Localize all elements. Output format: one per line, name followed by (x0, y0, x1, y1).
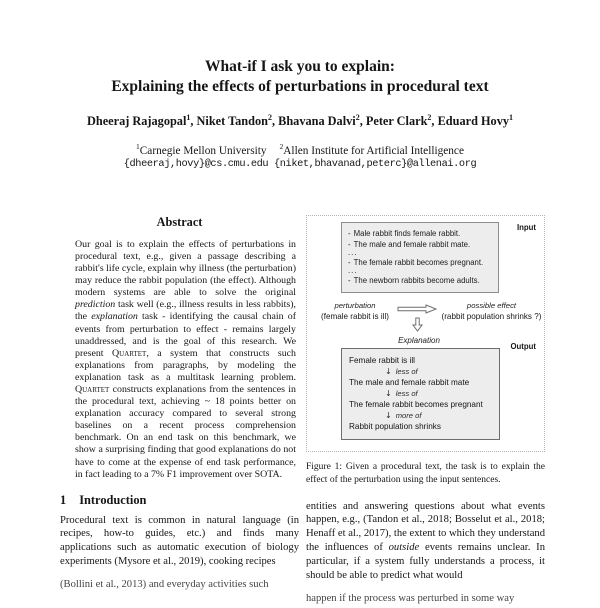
input-sentence (348, 228, 492, 239)
sentence-text: ... (348, 266, 358, 276)
figure-caption: Figure 1: Given a procedural text, the task is to explain the effect of the perturbation using the input sentences. (306, 461, 545, 485)
text-segment: Quartet (112, 347, 147, 359)
authors-line: Dheeraj Rajagopal$^1$, Niket Tandon$^2$, Bhavana Dalvi$^2$, Peter Clark$^2$, Eduard Hovy$^1$ (86, 113, 513, 129)
right-column-paragraph (306, 500, 545, 583)
text-segment: prediction (75, 299, 116, 311)
text-segment: Quartet (75, 383, 110, 395)
sentence-text: The male and female rabbit mate. (353, 240, 471, 250)
input-sentence (348, 239, 492, 250)
author-name: Peter Clark$^2$ (365, 113, 432, 129)
text-segment: entities and answering questions about what events happen, e.g., (Tandon et al., 2018; Bosselut et al., 2018; Henaff et al., 2017), the extent to which they understand the influences of (306, 500, 545, 553)
right-arrow-icon (397, 304, 437, 314)
bullet-dash: - (348, 240, 351, 250)
figure-input-box (341, 222, 499, 293)
down-arrow-icon: ↓ (385, 366, 392, 376)
section-heading-introduction (60, 493, 299, 508)
down-arrow-icon (412, 317, 423, 332)
section-title: Introduction (79, 492, 147, 507)
text-segment: outside (388, 541, 420, 553)
explanation-chain-node: The male and female rabbit mate (349, 378, 470, 388)
abstract-text (75, 239, 296, 481)
edge-label: less of (395, 388, 418, 398)
author-name: Bhavana Dalvi$^2$ (278, 113, 360, 129)
possible-effect-block (439, 301, 544, 332)
title-line-1: What-if I ask you to explain: (205, 58, 395, 75)
explanation-chain-node: The female rabbit becomes pregnant (349, 400, 483, 410)
affiliations-line (0, 142, 600, 157)
author-affiliation-sup: 2 (355, 113, 360, 122)
edge-label: less of (395, 366, 418, 376)
down-arrow-icon: ↓ (385, 410, 392, 420)
perturbation-effect-row (315, 301, 544, 332)
input-sentence (348, 275, 492, 286)
text-segment: Procedural text is common in natural language (in recipes, how-to guides, etc.) and finds many applications such as automatic execution of biology experiments (Mysore et al., 2019), cooking recipes (60, 514, 299, 567)
sentence-text: ... (348, 248, 358, 258)
author-affiliation-sup: 1 (186, 113, 191, 122)
text-segment: task well (e.g., illness results in less rabbits), the (75, 299, 296, 323)
text-segment: events remains unclear. In particular, if a system fully understands a process, it should be able to predict what would (306, 541, 545, 581)
output-label: Output (510, 341, 536, 351)
sentence-text: The female rabbit becomes pregnant. (353, 257, 484, 267)
clipped-line-left: (Bollini et al., 2013) and everyday activities such (60, 578, 269, 590)
explanation-chain-node: Rabbit population shrinks (349, 422, 441, 432)
text-segment: constructs explanations from the sentences in the procedural text, achieving ~ 18 points better on explanation accuracy compared to several strong baselines on a recent process comprehension benchmark. On an end task on this benchmark, we show a surprising finding that good explanations do not have to come at the expense of end task performance, in fact leading to a 7% F1 improvement over SOTA. (75, 383, 296, 480)
right-column (306, 215, 545, 608)
emails-line: {dheeraj,hovy}@cs.cmu.edu {niket,bhavanad,peterc}@allenai.org (123, 157, 477, 170)
explanation-chain-node: Female rabbit is ill (349, 356, 415, 366)
perturbation-block (315, 301, 395, 332)
author-name: Dheeraj Rajagopal$^1$ (86, 113, 191, 129)
input-sentence (348, 257, 492, 268)
left-column (60, 215, 299, 608)
affiliation-sup: 2 (279, 142, 284, 152)
possible-effect-value: (rabbit population shrinks ?) (441, 312, 542, 322)
figure-1 (306, 215, 545, 487)
down-arrow-icon: ↓ (385, 388, 392, 398)
text-segment: , a system that constructs such explanations from paragraphs, by modeling the explanation task as a multitask learning problem. (75, 347, 296, 383)
input-label: Input (516, 222, 536, 232)
two-column-body (0, 215, 600, 608)
edge-label: more of (395, 410, 422, 420)
explanation-chain-edge (385, 389, 492, 400)
bullet-dash: - (348, 275, 351, 285)
author-name: Eduard Hovy$^1$ (437, 113, 513, 129)
author-affiliation-sup: 1 (509, 113, 513, 122)
bullet-dash: - (348, 228, 351, 238)
clipped-line-right: happen if the process was perturbed in some way (306, 592, 515, 604)
possible-effect-label: possible effect (466, 301, 517, 311)
author-name: Niket Tandon$^2$ (196, 113, 272, 129)
affiliation: $^1$Carnegie Mellon University (136, 142, 267, 157)
sentence-text: Male rabbit finds female rabbit. (353, 228, 461, 238)
author-affiliation-sup: 2 (427, 113, 432, 122)
text-segment: task - identifying the causal chain of events from perturbation to effect - remains largely unaddressed, and is the goal of this research. We present (75, 311, 296, 359)
affiliation: $^2$Allen Institute for Artificial Intelligence (279, 142, 464, 157)
intro-paragraph (60, 514, 299, 568)
affiliation-sup: 1 (136, 142, 140, 152)
figure-output-box (341, 348, 500, 440)
sentence-text: The newborn rabbits become adults. (353, 275, 480, 285)
perturbation-label: perturbation (334, 301, 376, 311)
figure-frame (306, 215, 545, 452)
text-segment: explanation (91, 311, 138, 323)
title-line-2: Explaining the effects of perturbations in procedural text (111, 77, 489, 95)
text-segment: Our goal is to explain the effects of perturbations in procedural text, e.g., given a passage describing a rabbit's life cycle, explain why illness (the perturbation) may reduce the rabbit population (the effect). Although modern systems are able to solve the original (75, 238, 296, 299)
explanation-chain-edge (385, 367, 492, 378)
paper-title (0, 57, 600, 96)
bullet-dash: - (348, 257, 351, 267)
perturbation-value: (female rabbit is ill) (321, 312, 389, 322)
author-affiliation-sup: 2 (267, 113, 272, 122)
abstract-heading: Abstract (156, 214, 203, 229)
explanation-label: Explanation (398, 336, 440, 346)
arrow-column (395, 301, 439, 332)
paper-header (0, 0, 600, 170)
explanation-chain-edge (385, 411, 492, 422)
section-number: 1 (60, 492, 67, 507)
